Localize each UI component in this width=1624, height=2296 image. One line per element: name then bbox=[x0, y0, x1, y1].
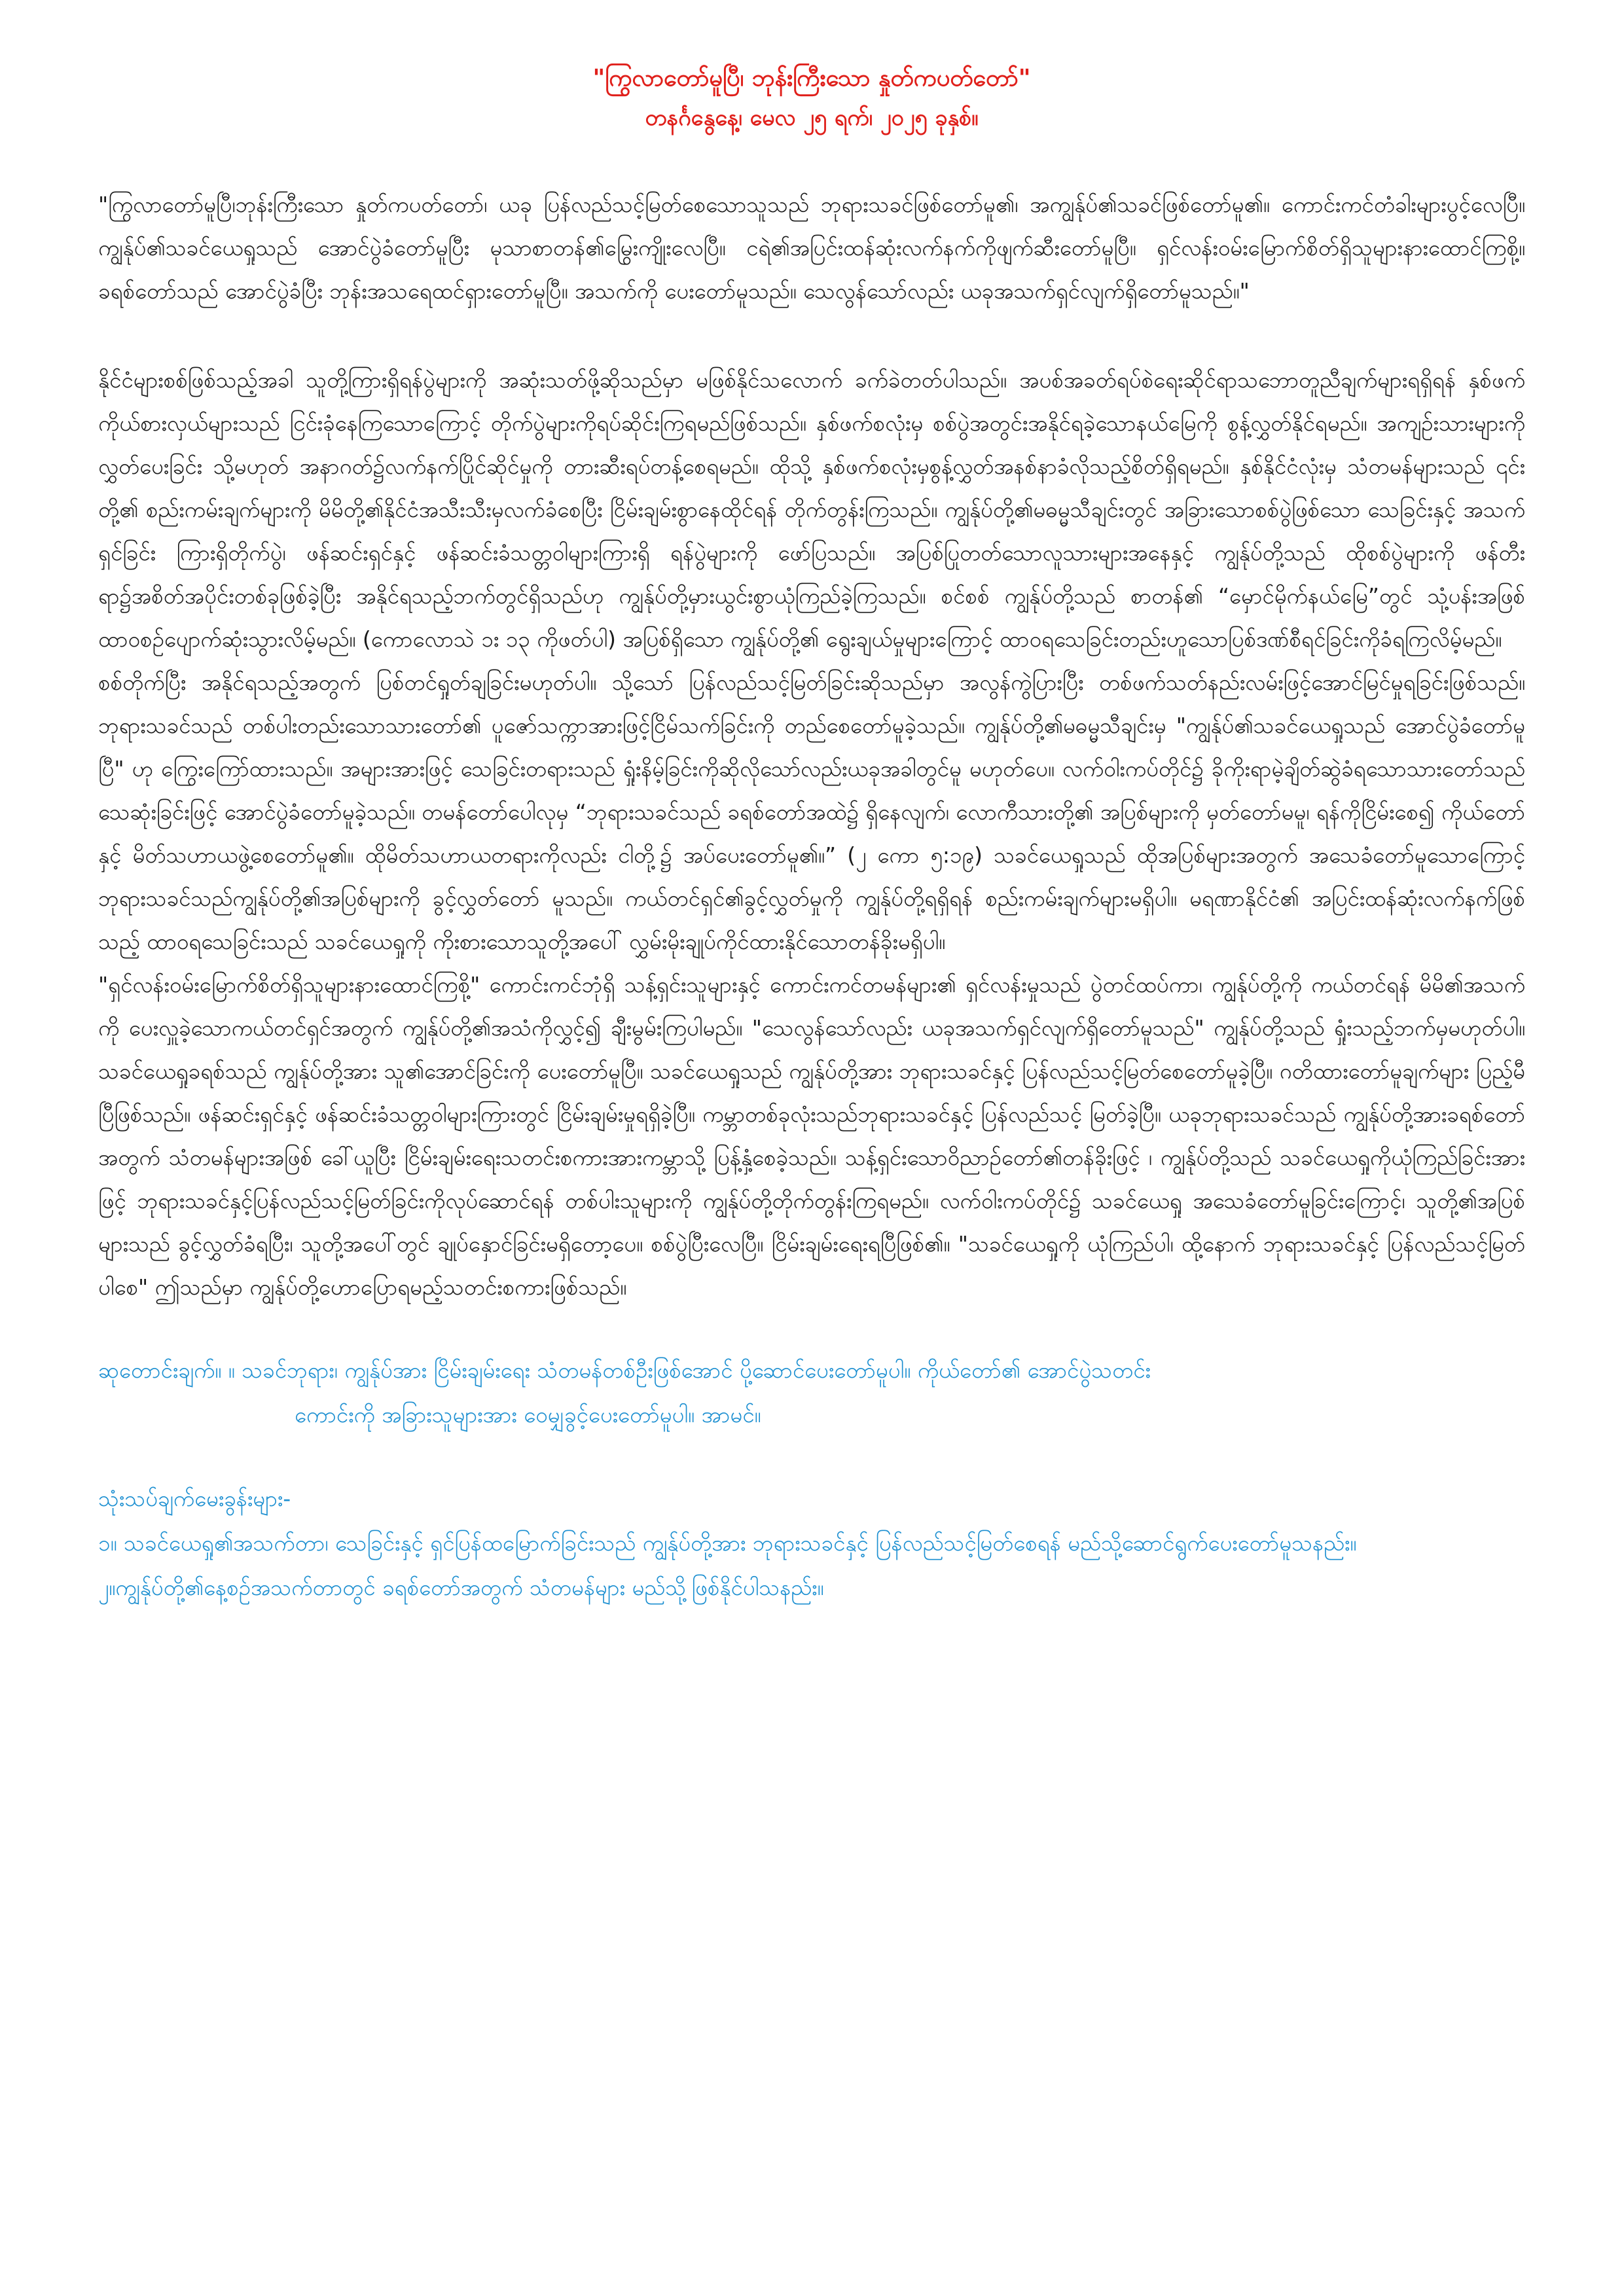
body-paragraph: စစ်တိုက်ပြီး အနိုင်ရသည့်အတွက် ပြစ်တင်ရှုတ်ချခြင်းမဟုတ်ပါ။ သို့သော် ပြန်လည်သင့်မြတ်ခြင်းဆိုသည်မှာ အလွန်ကွဲပြားပြီး တစ်ဖက်သတ်နည်းလမ်းဖြင့်အောင်မြင်မှုရခြင်းဖြစ်သည်။ ဘုရားသခင်သည် တစ်ပါးတည်းသောသားတော်၏ ပူဇော်သက္ကာအားဖြင့်ငြိမ်သက်ခြင်းကို တည်စေတော်မူခဲ့သည်။ ကျွန်ုပ်တို့၏မဓမ္မသီချင်းမှ "ကျွန်ုပ်၏သခင်ယေရှုသည် အောင်ပွဲခံတော်မူပြီ" ဟု ကြွေးကြော်ထားသည်။ အများအားဖြင့် သေခြင်းတရားသည် ရှုံးနိမ့်ခြင်းကိုဆိုလိုသော်လည်းယခုအခါတွင်မူ မဟုတ်ပေ။ လက်ဝါးကပ်တိုင်၌ ခိုကိုးရာမဲ့ချိတ်ဆွဲခံရသောသားတော်သည် သေဆုံးခြင်းဖြင့် အောင်ပွဲခံတော်မူခဲ့သည်။ တမန်တော်ပေါလုမှ “ဘုရားသခင်သည် ခရစ်တော်အထဲ၌ ရှိနေလျက်၊ လောကီသားတို့၏ အပြစ်များကို မှတ်တော်မမူ၊ ရန်ကိုငြိမ်းစေ၍ ကိုယ်တော်နှင့် မိတ်သဟာယဖွဲ့စေတော်မူ၏။ ထိုမိတ်သဟာယတရားကိုလည်း ငါတို့၌ အပ်ပေးတော်မူ၏။” (၂ ကော ၅:၁၉) သခင်ယေရှုသည် ထိုအပြစ်များအတွက် အသေခံတော်မူသောကြောင့် ဘုရားသခင်သည်ကျွန်ုပ်တို့၏အပြစ်များကို ခွင့်လွှတ်တော် မူသည်။ ကယ်တင်ရှင်၏ခွင့်လွှတ်မှုကို ကျွန်ုပ်တို့ရရှိရန် စည်းကမ်းချက်များမရှိပါ။ မရဏာနိုင်ငံ၏ အပြင်းထန်ဆုံးလက်နက်ဖြစ်သည့် ထာဝရသေခြင်းသည် သခင်ယေရှုကို ကိုးစားသောသူတို့အပေါ် လွှမ်းမိုးချုပ်ကိုင်ထားနိုင်သောတန်ခိုးမရှိပါ။ bbox=[98, 670, 1525, 954]
prayer-section bbox=[98, 1348, 1525, 1437]
questions-heading: သုံးသပ်ချက်မေးခွန်းများ- bbox=[98, 1486, 291, 1511]
document-header bbox=[98, 59, 1525, 137]
prayer-line: ဆုတောင်းချက်။ ။ သခင်ဘုရား၊ ကျွန်ုပ်အား ငြိမ်းချမ်းရေး သံတမန်တစ်ဦးဖြစ်အောင် ပို့ဆောင်ပေးတော်မူပါ။ ကိုယ်တော်၏ အောင်ပွဲသတင်း bbox=[98, 1357, 1151, 1383]
intro-paragraph: "ကြွလာတော်မူပြီ၊ဘုန်းကြီးသော နှုတ်ကပတ်တော်၊ ယခု ပြန်လည်သင့်မြတ်စေသောသူသည် ဘုရားသခင်ဖြစ်တော်မူ၏၊ အကျွန်ုပ်၏သခင်ဖြစ်တော်မူ၏။ ကောင်းကင်တံခါးများပွင့်လေပြီ။ ကျွန်ုပ်၏သခင်ယေရှုသည် အောင်ပွဲခံတော်မူပြီး မုသာစာတန်၏မြွေးကျိုးလေပြီ။ ငရဲ၏အပြင်းထန်ဆုံးလက်နက်ကိုဖျက်ဆီးတော်မူပြီ။ ရှင်လန်းဝမ်းမြောက်စိတ်ရှိသူများနားထောင်ကြစို့။ ခရစ်တော်သည် အောင်ပွဲခံပြီး ဘုန်းအသရေထင်ရှားတော်မူပြီ။ အသက်ကို ပေးတော်မူသည်။ သေလွန်သော်လည်း ယခုအသက်ရှင်လျက်ရှိတော်မူသည်။" bbox=[98, 192, 1525, 304]
document-title: "ကြွလာတော်မူပြီ၊ ဘုန်းကြီးသော နှုတ်ကပတ်တော်" bbox=[592, 65, 1031, 92]
document-page bbox=[98, 52, 1525, 2265]
document-date: တနင်္ဂနွေနေ့၊ မေလ ၂၅ ရက်၊ ၂၀၂၅ ခုနှစ်။ bbox=[645, 105, 979, 131]
prayer-line: ကောင်းကို အခြားသူများအား ဝေမျှခွင့်ပေးတော်မူပါ။ အာမင်။ bbox=[295, 1402, 761, 1427]
body-paragraph: နိုင်ငံများစစ်ဖြစ်သည့်အခါ သူတို့ကြားရှိရန်ပွဲများကို အဆုံးသတ်ဖို့ဆိုသည်မှာ မဖြစ်နိုင်သလောက် ခက်ခဲတတ်ပါသည်။ အပစ်အခတ်ရပ်စဲရေးဆိုင်ရာသဘောတူညီချက်များရရှိရန် နှစ်ဖက်ကိုယ်စားလှယ်များသည် ငြင်းခုံနေကြသောကြောင့် တိုက်ပွဲများကိုရပ်ဆိုင်းကြရမည်ဖြစ်သည်။ နှစ်ဖက်စလုံးမှ စစ်ပွဲအတွင်းအနိုင်ရခဲ့သောနယ်မြေကို စွန့်လွှတ်နိုင်ရမည်။ အကျဉ်းသားများကိုလွှတ်ပေးခြင်း သို့မဟုတ် အနာဂတ်၌လက်နက်ပြိုင်ဆိုင်မှုကို တားဆီးရပ်တန့်စေရမည်။ ထိုသို့ နှစ်ဖက်စလုံးမှစွန့်လွှတ်အနစ်နာခံလိုသည့်စိတ်ရှိရမည်။ နှစ်နိုင်ငံလုံးမှ သံတမန်များသည် ၎င်းတို့၏ စည်းကမ်းချက်များကို မိမိတို့၏နိုင်ငံအသီးသီးမှလက်ခံစေပြီး ငြိမ်းချမ်းစွာနေထိုင်ရန် တိုက်တွန်းကြသည်။ ကျွန်ုပ်တို့၏မဓမ္မသီချင်းတွင် အခြားသောစစ်ပွဲဖြစ်သော သေခြင်းနှင့် အသက်ရှင်ခြင်း ကြားရှိတိုက်ပွဲ၊ ဖန်ဆင်းရှင်နှင့် ဖန်ဆင်းခံသတ္တဝါများကြားရှိ ရန်ပွဲများကို ဖော်ပြသည်။ အပြစ်ပြုတတ်သောလူသားများအနေနှင့် ကျွန်ုပ်တို့သည် ထိုစစ်ပွဲများကို ဖန်တီးရာ၌အစိတ်အပိုင်းတစ်ခုဖြစ်ခဲ့ပြီး အနိုင်ရသည့်ဘက်တွင်ရှိသည်ဟု ကျွန်ုပ်တို့မှားယွင်းစွာယုံကြည်ခဲ့ကြသည်။ စင်စစ် ကျွန်ုပ်တို့သည် စာတန်၏ “မှောင်မိုက်နယ်မြေ”တွင် သုံ့ပန်းအဖြစ် ထာဝစဉ်ပျောက်ဆုံးသွားလိမ့်မည်။ (ကောလောသဲ ၁း ၁၃ ကိုဖတ်ပါ) အပြစ်ရှိသော ကျွန်ုပ်တို့၏ ရွေးချယ်မှုများကြောင့် ထာဝရသေခြင်းတည်းဟူသောပြစ်ဒဏ်စီရင်ခြင်းကိုခံရကြလိမ့်မည်။ bbox=[98, 367, 1525, 652]
body-paragraph: "ရှင်လန်းဝမ်းမြောက်စိတ်ရှိသူများနားထောင်ကြစို့" ကောင်းကင်ဘုံရှိ သန့်ရှင်းသူများနှင့် ကောင်းကင်တမန်များ၏ ရှင်လန်းမှုသည် ပွဲတင်ထပ်ကာ၊ ကျွန်ုပ်တို့ကို ကယ်တင်ရန် မိမိ၏အသက်ကို ပေးလှူခဲ့သောကယ်တင်ရှင်အတွက် ကျွန်ုပ်တို့၏အသံကိုလွှင့်၍ ချီးမွမ်းကြပါမည်။ "သေလွန်သော်လည်း ယခုအသက်ရှင်လျက်ရှိတော်မူသည်" ကျွန်ုပ်တို့သည် ရှုံးသည့်ဘက်မှမဟုတ်ပါ။ သခင်ယေရှုခရစ်သည် ကျွန်ုပ်တို့အား သူ၏အောင်ခြင်းကို ပေးတော်မူပြီ။ သခင်ယေရှုသည် ကျွန်ုပ်တို့အား ဘုရားသခင်နှင့် ပြန်လည်သင့်မြတ်စေတော်မူခဲ့ပြီ။ ဂတိထားတော်မူချက်များ ပြည့်မီပြီဖြစ်သည်။ ဖန်ဆင်းရှင်နှင့် ဖန်ဆင်းခံသတ္တဝါများကြားတွင် ငြိမ်းချမ်းမှုရရှိခဲ့ပြီ။ ကမ္ဘာတစ်ခုလုံးသည်ဘုရားသခင်နှင့် ပြန်လည်သင့် မြတ်ခဲ့ပြီ။ ယခုဘုရားသခင်သည် ကျွန်ုပ်တို့အားခရစ်တော်အတွက် သံတမန်များအဖြစ် ခေါ်ယူပြီး ငြိမ်းချမ်းရေးသတင်းစကားအားကမ္ဘာသို့ ပြန့်နှံ့စေခဲ့သည်။ သန့်ရှင်းသောဝိညာဉ်တော်၏တန်ခိုးဖြင့် ၊ ကျွန်ုပ်တို့သည် သခင်ယေရှုကိုယုံကြည်ခြင်းအား ဖြင့် ဘုရားသခင်နှင့်ပြန်လည်သင့်မြတ်ခြင်းကိုလုပ်ဆောင်ရန် တစ်ပါးသူများကို ကျွန်ုပ်တို့တိုက်တွန်းကြရမည်။ လက်ဝါးကပ်တိုင်၌ သခင်ယေရှု အသေခံတော်မူခြင်းကြောင့်၊ သူတို့၏အပြစ်များသည် ခွင့်လွှတ်ခံရပြီး၊ သူတို့အပေါ်တွင် ချုပ်နှောင်ခြင်းမရှိတော့ပေ။ စစ်ပွဲပြီးလေပြီ။ ငြိမ်းချမ်းရေးရပြီဖြစ်၏။ "သခင်ယေရှုကို ယုံကြည်ပါ၊ ထို့နောက် ဘုရားသခင်နှင့် ပြန်လည်သင့်မြတ်ပါစေ" ဤသည်မှာ ကျွန်ုပ်တို့ဟောပြောရမည့်သတင်းစကားဖြစ်သည်။ bbox=[98, 972, 1525, 1300]
body-section bbox=[98, 359, 1525, 1309]
reflection-questions bbox=[98, 1477, 1525, 1610]
question-item: ၁။ သခင်ယေရှု၏အသက်တာ၊ သေခြင်းနှင့် ရှင်ပြန်ထမြောက်ခြင်းသည် ကျွန်ုပ်တို့အား ဘုရားသခင်နှင့် ပြန်လည်သင့်မြတ်စေရန် မည်သို့ဆောင်ရွက်ပေးတော်မူသနည်း။ bbox=[98, 1530, 1357, 1556]
question-item: ၂။ကျွန်ုပ်တို့၏နေ့စဉ်အသက်တာတွင် ခရစ်တော်အတွက် သံတမန်များ မည်သို့ဖြစ်နိုင်ပါသနည်း။ bbox=[98, 1575, 824, 1600]
